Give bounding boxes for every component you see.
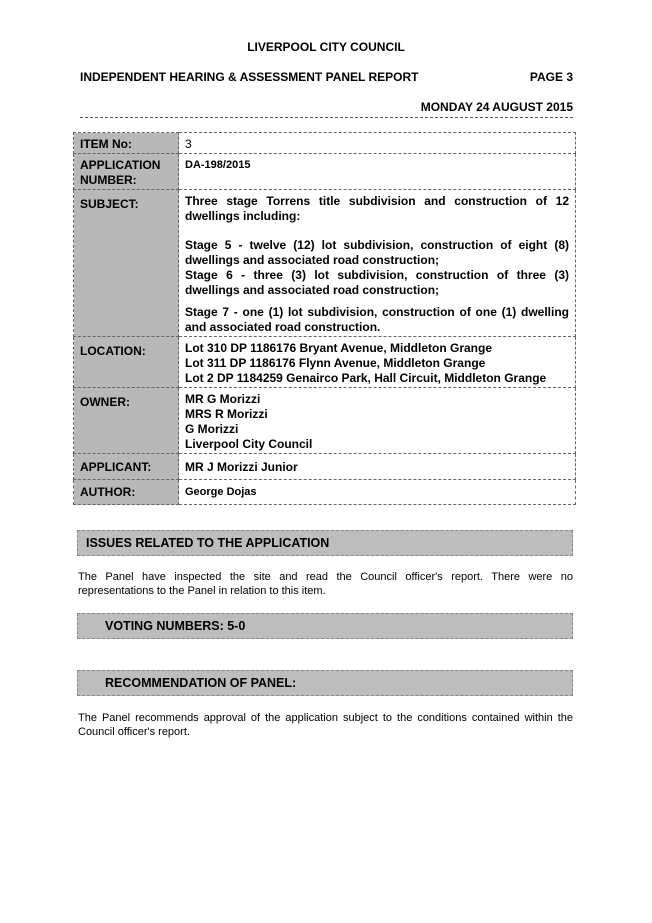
item-value: 3 — [179, 133, 576, 154]
table-row-location — [74, 337, 576, 388]
application-info-table — [73, 132, 576, 505]
owner-value — [179, 388, 576, 454]
table-row-author — [74, 480, 576, 505]
table-row-application — [74, 154, 576, 190]
location-value — [179, 337, 576, 388]
owner-line-2: MRS R Morizzi — [185, 407, 268, 421]
recommendation-text: The Panel recommends approval of the application subject to the conditions contained within the Council officer's report. — [78, 712, 573, 738]
voting-heading: VOTING NUMBERS: 5-0 — [77, 613, 573, 639]
council-name: LIVERPOOL CITY COUNCIL — [247, 40, 405, 54]
owner-line-4: Liverpool City Council — [185, 437, 313, 451]
page-number: PAGE 3 — [529, 70, 573, 84]
table-row-owner — [74, 388, 576, 454]
item-label: ITEM No: — [74, 133, 179, 154]
author-label: AUTHOR: — [74, 480, 179, 505]
report-title: INDEPENDENT HEARING & ASSESSMENT PANEL REPORT — [80, 70, 419, 84]
owner-label: OWNER: — [74, 388, 179, 454]
recommendation-heading: RECOMMENDATION OF PANEL: — [77, 670, 573, 696]
subject-value — [179, 190, 576, 337]
subject-intro: Three stage Torrens title subdivision and construction of 12 dwellings including: — [185, 194, 569, 223]
owner-line-3: G Morizzi — [185, 422, 239, 436]
table-row-applicant — [74, 454, 576, 480]
owner-line-1: MR G Morizzi — [185, 392, 261, 406]
author-value: George Dojas — [179, 480, 576, 505]
subject-stage-6: Stage 6 - three (3) lot subdivision, construction of three (3) dwellings and associated road construction; — [185, 268, 569, 297]
issues-heading: ISSUES RELATED TO THE APPLICATION — [77, 530, 573, 556]
location-line-3: Lot 2 DP 1184259 Genairco Park, Hall Circuit, Middleton Grange — [185, 371, 547, 385]
subject-stage-7: Stage 7 - one (1) lot subdivision, construction of one (1) dwelling and associated road construction. — [185, 305, 569, 334]
application-label: APPLICATION NUMBER: — [74, 154, 179, 190]
issues-text: The Panel have inspected the site and read the Council officer's report. There were no representations to the Panel in relation to this item. — [78, 571, 573, 597]
report-header — [80, 70, 573, 84]
applicant-label: APPLICANT: — [74, 454, 179, 480]
application-number: DA-198/2015 — [179, 154, 576, 190]
subject-label: SUBJECT: — [74, 190, 179, 337]
location-label: LOCATION: — [74, 337, 179, 388]
table-row-subject — [74, 190, 576, 337]
meeting-date: MONDAY 24 AUGUST 2015 — [80, 100, 573, 118]
table-row-item — [74, 133, 576, 154]
subject-stage-5: Stage 5 - twelve (12) lot subdivision, construction of eight (8) dwellings and associated road construction; — [185, 238, 569, 267]
applicant-value: MR J Morizzi Junior — [179, 454, 576, 480]
location-line-1: Lot 310 DP 1186176 Bryant Avenue, Middleton Grange — [185, 341, 492, 355]
location-line-2: Lot 311 DP 1186176 Flynn Avenue, Middleton Grange — [185, 356, 486, 370]
